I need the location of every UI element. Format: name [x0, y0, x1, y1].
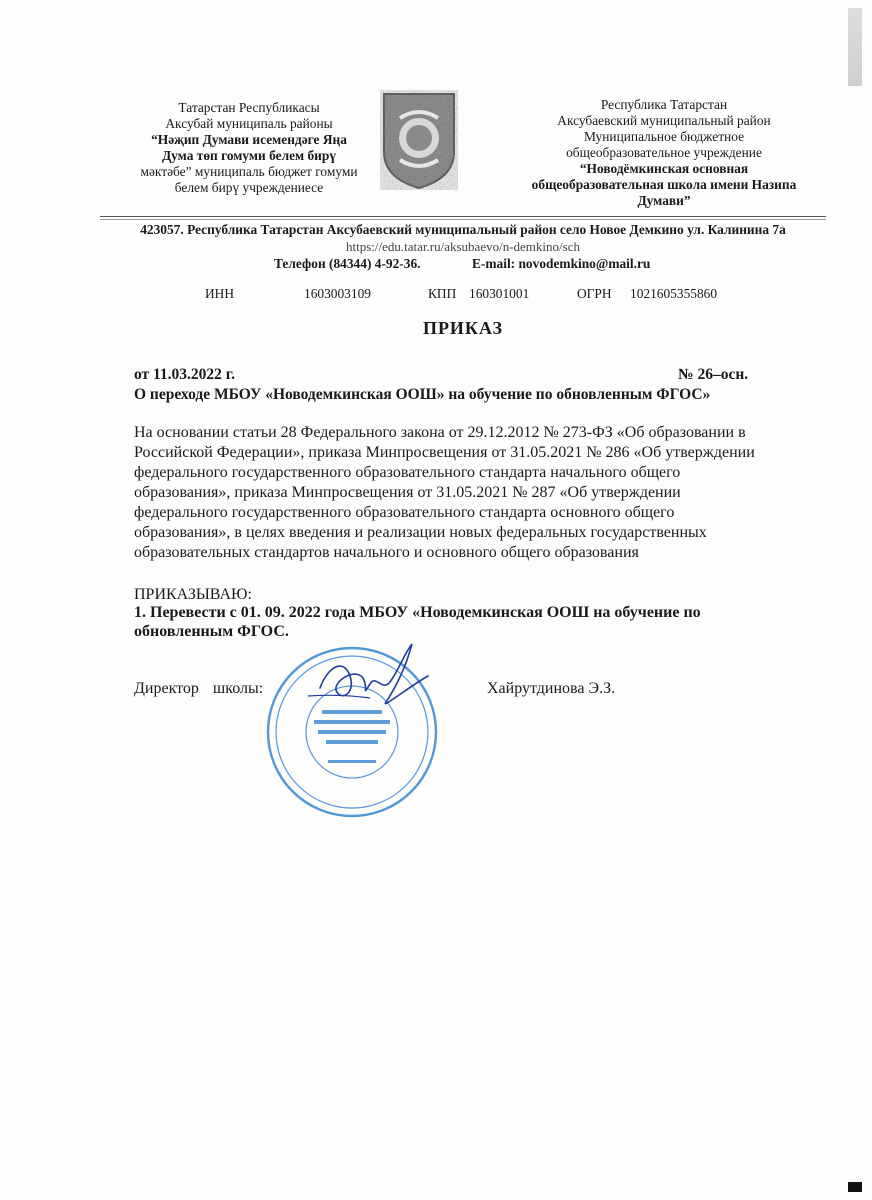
order-subject: О переходе МБОУ «Новодемкинская ООШ» на обучение по обновленным ФГОС» [134, 386, 711, 403]
ogrn-value: 1021605355860 [630, 286, 718, 301]
director-signature [300, 636, 440, 726]
header-left-line: белем бирү учреждениесе [174, 180, 324, 195]
order-heading: ПРИКАЗЫВАЮ: [134, 586, 252, 603]
header-right-line: Думави” [637, 193, 691, 208]
body-line: Российской Федерации», приказа Минпросвещения от 31.05.2021 № 286 «Об утверждении [134, 444, 755, 461]
header-divider-secondary [100, 219, 826, 220]
order-item-line: 1. Перевести с 01. 09. 2022 года МБОУ «Новодемкинская ООШ на обучение по [134, 604, 701, 621]
director-position-suffix: школы: [212, 680, 264, 697]
director-name: Хайрутдинова Э.З. [487, 680, 616, 697]
body-line: федерального государственного образовательного стандарта основного общего [134, 504, 675, 521]
coat-of-arms-emblem [380, 90, 458, 190]
kpp-label: КПП [428, 286, 457, 301]
header-left-line: мәктәбе” муниципаль бюджет гомуми [140, 164, 358, 179]
header-right-line: “Новодёмкинская основная [579, 161, 749, 176]
scan-edge-mark [848, 8, 862, 86]
header-left-line: Дума төп гомуми белем бирү [161, 148, 337, 163]
header-right-line: Аксубаевский муниципальный район [557, 113, 771, 128]
director-position [134, 680, 277, 698]
body-line: образовательных стандартов начального и основного общего образования [134, 544, 639, 561]
ogrn-label: ОГРН [577, 286, 612, 301]
header-right-line: общеобразовательная школа имени Назипа [531, 177, 797, 192]
school-email: E-mail: novodemkino@mail.ru [472, 256, 651, 271]
scan-corner-mark [848, 1182, 862, 1192]
order-number: № 26–осн. [678, 366, 749, 383]
header-left-line: Аксубай муниципаль районы [165, 116, 333, 131]
order-date: от 11.03.2022 г. [134, 366, 235, 383]
body-line: образования», в целях введения и реализации новых федеральных государственных [134, 524, 707, 541]
body-line: образования», приказа Минпросвещения от 31.05.2021 № 287 «Об утверждении [134, 484, 681, 501]
header-left [118, 100, 380, 196]
header-left-line: “Нәҗип Думави исемендәге Яңа [151, 132, 347, 147]
header-right [508, 97, 820, 209]
kpp-value: 160301001 [469, 286, 530, 301]
body-line: федерального государственного образовательного стандарта начального общего [134, 464, 681, 481]
school-website: https://edu.tatar.ru/aksubaevo/n-demkino/sch [346, 239, 580, 254]
header-right-line: общеобразовательное учреждение [566, 145, 762, 160]
director-position-title: Директор [134, 680, 199, 697]
header-left-line: Татарстан Республикасы [178, 100, 320, 115]
header-divider [100, 216, 826, 217]
inn-value: 1603003109 [304, 286, 371, 301]
school-phone: Телефон (84344) 4-92-36. [274, 256, 421, 271]
body-line: На основании статьи 28 Федерального закона от 29.12.2012 № 273-ФЗ «Об образовании в [134, 424, 746, 441]
header-right-line: Муниципальное бюджетное [583, 129, 745, 144]
inn-label: ИНН [205, 286, 235, 301]
order-item-line: обновленным ФГОС. [134, 623, 289, 640]
school-address: 423057. Республика Татарстан Аксубаевский муниципальный район село Новое Демкино ул. Калинина 7а [140, 222, 786, 237]
header-right-line: Республика Татарстан [600, 97, 728, 112]
document-title: ПРИКАЗ [422, 318, 504, 338]
